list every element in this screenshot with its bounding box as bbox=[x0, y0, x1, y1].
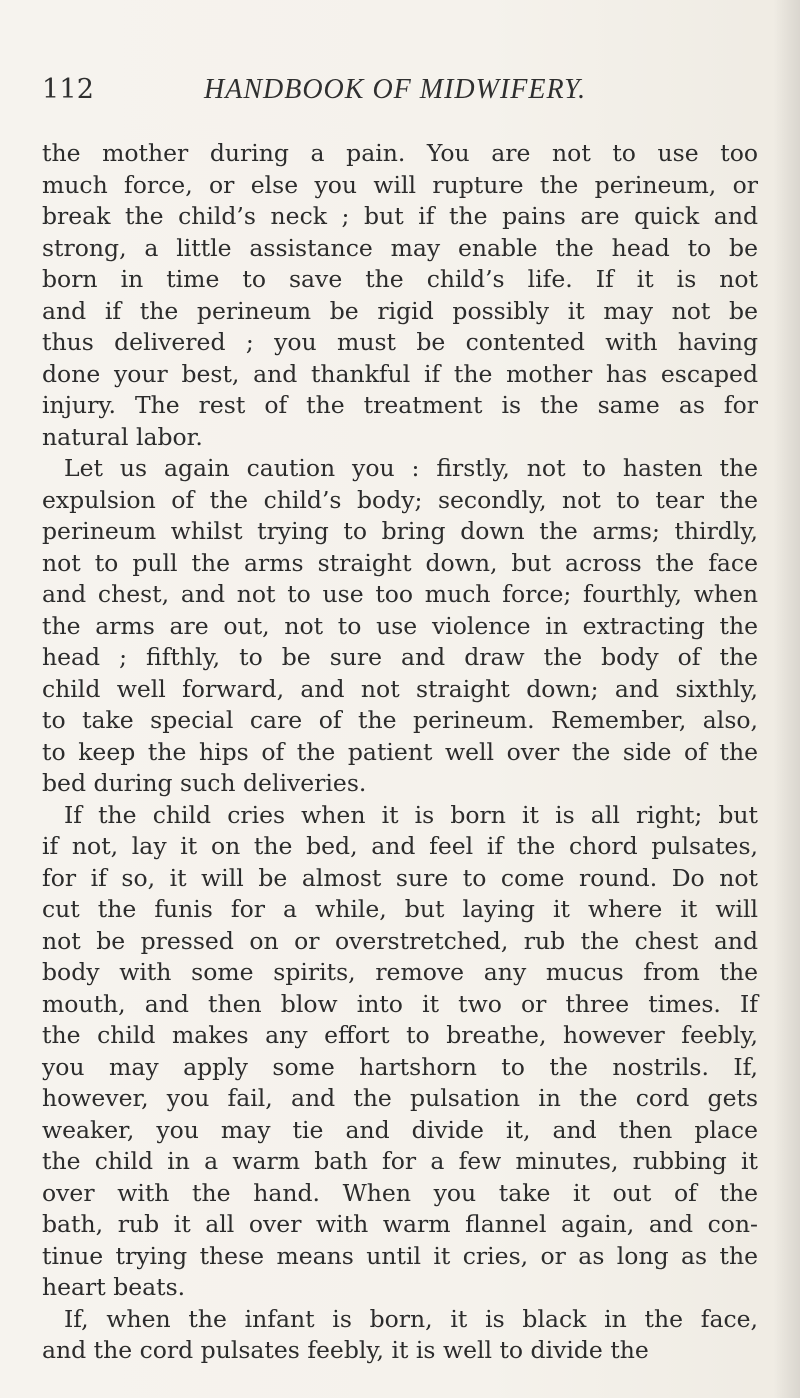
text-line: done your best, and thankful if the mother has escaped bbox=[42, 359, 758, 388]
text-line: bed during such deliveries. bbox=[42, 769, 367, 797]
text-line: and chest, and not to use too much force; fourthly, when bbox=[42, 580, 758, 608]
text-line: child well forward, and not straight down; and sixthly, bbox=[42, 674, 758, 703]
text-line: for if so, it will be almost sure to come round. Do not bbox=[42, 863, 758, 892]
text-line: if not, lay it on the bed, and feel if the chord pulsates, bbox=[42, 832, 758, 860]
text-line: to keep the hips of the patient well over the side of the bbox=[42, 737, 758, 766]
text-line: over with the hand. When you take it out of the bbox=[42, 1178, 758, 1207]
text-line: to take special care of the perineum. Remember, also, bbox=[42, 706, 758, 734]
text-line: and if the perineum be rigid possibly it may not be bbox=[42, 296, 758, 325]
text-line: break the child’s neck ; but if the pains are quick and bbox=[42, 202, 758, 230]
text-line: much force, or else you will rupture the perineum, or bbox=[42, 170, 758, 199]
text-line: mouth, and then blow into it two or three times. If bbox=[42, 989, 758, 1018]
text-line: perineum whilst trying to bring down the arms; thirdly, bbox=[42, 517, 758, 545]
text-line: thus delivered ; you must be contented with having bbox=[42, 328, 758, 356]
text-line: head ; fifthly, to be sure and draw the body of the bbox=[42, 643, 758, 671]
text-line: the arms are out, not to use violence in extracting the bbox=[42, 611, 758, 640]
text-line: expulsion of the child’s body; secondly, not to tear the bbox=[42, 485, 758, 514]
text-line: the mother during a pain. You are not to use too bbox=[42, 139, 758, 167]
text-line: cut the funis for a while, but laying it where it will bbox=[42, 895, 758, 923]
page-number: 112 bbox=[42, 74, 95, 105]
text-line: however, you fail, and the pulsation in the cord gets bbox=[42, 1084, 758, 1112]
text-line: strong, a little assistance may enable the head to be bbox=[42, 233, 758, 262]
text-line: heart beats. bbox=[42, 1273, 186, 1301]
text-line: not be pressed on or overstretched, rub the chest and bbox=[42, 926, 758, 955]
text-line: injury. The rest of the treatment is the same as for bbox=[42, 391, 758, 419]
text-line: If the child cries when it is born it is all right; but bbox=[64, 800, 758, 829]
text-line: not to pull the arms straight down, but across the face bbox=[42, 548, 758, 577]
text-line: the child in a warm bath for a few minutes, rubbing it bbox=[42, 1147, 758, 1175]
text-line: body with some spirits, remove any mucus from the bbox=[42, 958, 758, 986]
page-header bbox=[42, 74, 758, 114]
text-line: the child makes any effort to breathe, however feebly, bbox=[42, 1021, 758, 1049]
text-line: tinue trying these means until it cries, or as long as the bbox=[42, 1241, 758, 1270]
text-line: weaker, you may tie and divide it, and then place bbox=[42, 1115, 758, 1144]
text-line: bath, rub it all over with warm flannel again, and con- bbox=[42, 1210, 758, 1238]
text-line: natural labor. bbox=[42, 422, 203, 451]
body-text bbox=[42, 138, 758, 1367]
text-line: If, when the infant is born, it is black in the face, bbox=[64, 1304, 758, 1333]
text-line: Let us again caution you : firstly, not to hasten the bbox=[64, 454, 758, 482]
page-edge-shadow bbox=[774, 0, 800, 1398]
running-head: HANDBOOK OF MIDWIFERY. bbox=[204, 74, 587, 105]
text-line: born in time to save the child’s life. If it is not bbox=[42, 265, 758, 293]
text-line: you may apply some hartshorn to the nostrils. If, bbox=[42, 1052, 758, 1081]
text-line: and the cord pulsates feebly, it is well to divide the bbox=[42, 1336, 649, 1364]
